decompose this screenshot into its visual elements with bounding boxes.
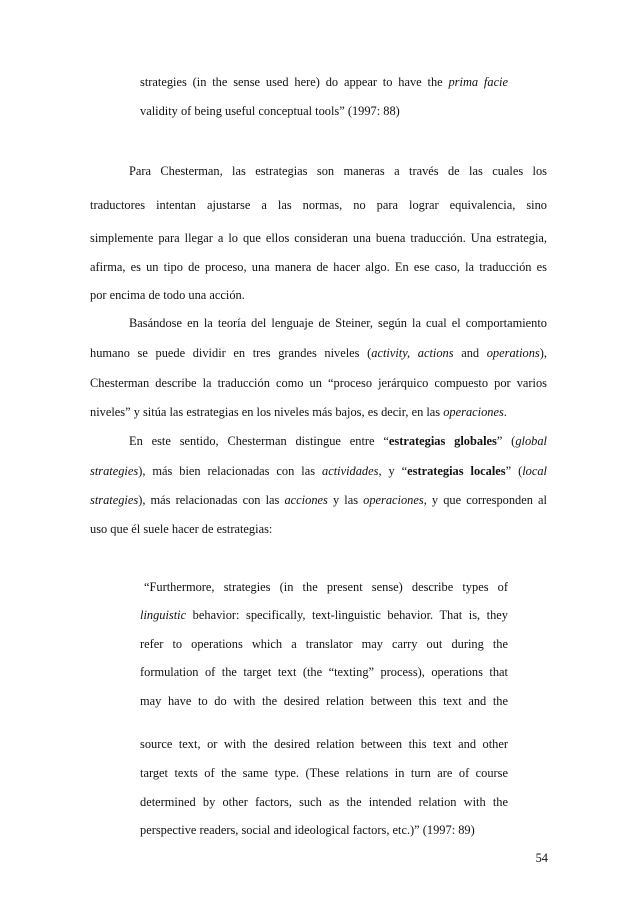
text-run: ” (: [505, 464, 523, 478]
text-line: [140, 75, 508, 90]
text-run: y las: [327, 493, 364, 507]
text-line: [90, 260, 547, 275]
text-run: .: [503, 405, 507, 419]
italic-term: operaciones: [443, 405, 504, 419]
text-run: afirma, es un tipo de proceso, una manera de hacer algo. En ese caso, la traducción es: [90, 260, 547, 274]
text-run: uso que él suele hacer de estrategias:: [90, 522, 273, 536]
text-run: and: [453, 346, 487, 360]
text-line: [140, 665, 508, 680]
text-line: [140, 795, 508, 810]
text-line: [140, 694, 508, 709]
italic-term: actividades: [322, 464, 379, 478]
text-run: Para Chesterman, las estrategias son maneras a través de las cuales los: [129, 164, 547, 178]
text-run: por encima de todo una acción.: [90, 288, 245, 302]
text-line: [129, 434, 547, 449]
text-line: [129, 316, 547, 331]
text-run: simplemente para llegar a lo que ellos consideran una buena traducción. Una estrategia,: [90, 231, 547, 245]
text-run: behavior: specifically, text-linguistic behavior. That is, they: [186, 608, 508, 622]
text-run: ),: [539, 346, 547, 360]
text-line: [140, 823, 508, 838]
text-run: perspective readers, social and ideological factors, etc.)” (1997: 89): [140, 823, 475, 837]
bold-term: estrategias locales: [407, 464, 506, 478]
text-line: [140, 766, 508, 781]
text-line: [140, 104, 508, 119]
text-run: Basándose en la teoría del lenguaje de Steiner, según la cual el comportamiento: [129, 316, 547, 330]
text-line: [90, 346, 547, 361]
text-line: [90, 464, 547, 479]
text-run: determined by other factors, such as the intended relation with the: [140, 795, 508, 809]
italic-term: prima facie: [448, 75, 509, 89]
text-run: ), más relacionadas con las: [138, 493, 285, 507]
text-run: ), más bien relacionadas con las: [138, 464, 322, 478]
text-line: [129, 164, 547, 179]
text-run: may have to do with the desired relation between this text and the: [140, 694, 508, 708]
text-line: [90, 288, 547, 303]
text-run: , y “: [378, 464, 408, 478]
text-run: traductores intentan ajustarse a las normas, no para lograr equivalencia, sino: [90, 198, 547, 212]
bold-term: estrategias globales: [388, 434, 497, 448]
text-run: target texts of the same type. (These relations in turn are of course: [140, 766, 508, 780]
text-line: [140, 608, 508, 623]
text-run: Chesterman describe la traducción como un “proceso jerárquico compuesto por varios: [90, 376, 547, 390]
page-number: 54: [535, 851, 548, 865]
italic-term: global: [515, 434, 547, 448]
text-run: humano se puede dividir en tres grandes niveles (: [90, 346, 372, 360]
text-line: [140, 637, 508, 652]
text-run: refer to operations which a translator may carry out during the: [140, 637, 508, 651]
text-run: ” (: [496, 434, 516, 448]
text-run: “Furthermore, strategies (in the present sense) describe types of: [144, 580, 508, 594]
italic-term: activity, actions: [371, 346, 454, 360]
italic-term: local: [522, 464, 547, 478]
italic-term: strategies: [90, 464, 139, 478]
text-line: [90, 522, 547, 537]
text-line: [90, 198, 547, 213]
text-line: [144, 580, 508, 595]
text-line: [90, 376, 547, 391]
text-run: strategies (in the sense used here) do appear to have the: [140, 75, 449, 89]
text-run: , y que corresponden al: [423, 493, 547, 507]
text-line: [90, 405, 547, 420]
italic-term: acciones: [284, 493, 328, 507]
text-run: niveles” y sitúa las estrategias en los niveles más bajos, es decir, en las: [90, 405, 444, 419]
text-line: [140, 737, 508, 752]
text-run: En este sentido, Chesterman distingue entre “: [129, 434, 389, 448]
italic-term: operations: [486, 346, 540, 360]
text-line: [90, 493, 547, 508]
italic-term: strategies: [90, 493, 139, 507]
text-line: [90, 231, 547, 246]
text-run: validity of being useful conceptual tools” (1997: 88): [140, 104, 400, 118]
text-run: formulation of the target text (the “texting” process), operations that: [140, 665, 508, 679]
italic-term: operaciones: [363, 493, 424, 507]
italic-term: linguistic: [140, 608, 187, 622]
text-run: source text, or with the desired relation between this text and other: [140, 737, 508, 751]
